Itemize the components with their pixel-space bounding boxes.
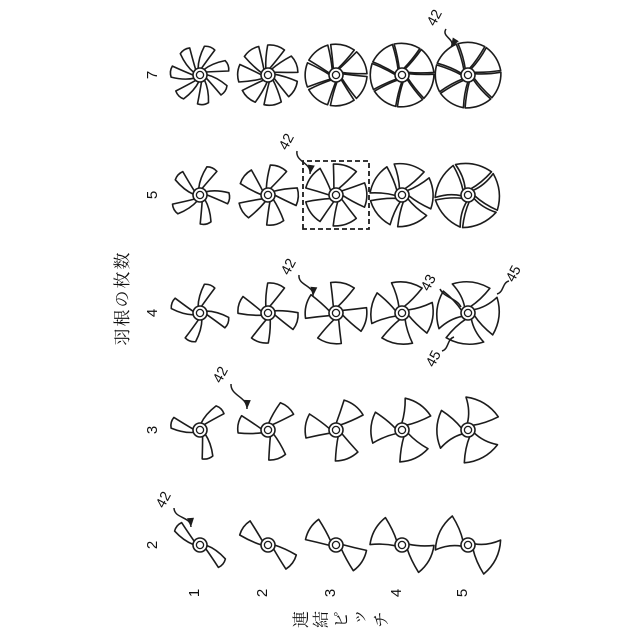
ref-label-45: 45	[423, 348, 445, 370]
impeller-bore	[196, 191, 203, 198]
impeller-blade	[269, 403, 294, 425]
impeller-bore	[464, 426, 471, 433]
impeller-blade	[238, 297, 262, 316]
impeller-bore	[398, 309, 405, 316]
impeller-blade	[202, 434, 213, 459]
impeller-blades3-pitch1	[171, 406, 224, 459]
impeller-blade	[305, 295, 330, 319]
pitch-label-3: 3	[322, 588, 339, 598]
impeller-bore	[264, 426, 271, 433]
blade-count-label-5: 5	[144, 190, 161, 200]
arrowhead	[244, 400, 251, 409]
impeller-blade	[342, 308, 367, 332]
impeller-blade	[206, 75, 227, 95]
impeller-blade	[371, 198, 401, 224]
leader-arrow-42	[299, 275, 313, 296]
impeller-blade	[331, 282, 355, 307]
ref-label-42: 42	[276, 131, 298, 153]
impeller-blades2-pitch3	[306, 519, 367, 570]
impeller-blade	[173, 199, 198, 214]
impeller-blades5-pitch3	[306, 164, 367, 226]
impeller-blade	[206, 191, 230, 204]
impeller-blade	[204, 61, 229, 72]
impeller-blade	[306, 199, 334, 222]
impeller-blade	[199, 167, 217, 189]
impeller-bore	[264, 71, 271, 78]
impeller-bore	[264, 541, 271, 548]
impeller-blade	[335, 433, 358, 461]
pitch-label-1: 1	[186, 588, 203, 598]
impeller-blades3-pitch4	[371, 398, 431, 462]
impeller-blades7-pitch3	[305, 44, 367, 106]
impeller-blade	[238, 416, 262, 434]
pitch-label-2: 2	[254, 588, 271, 598]
impeller-blades7-pitch1	[170, 46, 228, 104]
impeller-blades3-pitch2	[238, 403, 294, 460]
impeller-blade	[435, 198, 466, 227]
impeller-blade	[198, 284, 215, 307]
impeller-blades4-pitch1	[171, 284, 229, 342]
impeller-blade	[176, 80, 199, 99]
pitch-label-5: 5	[454, 588, 471, 598]
impeller-bore	[398, 71, 405, 78]
impeller-blade	[407, 544, 434, 572]
impeller-bore	[264, 191, 271, 198]
ref-label-42: 42	[278, 256, 300, 278]
blade-count-label-3: 3	[144, 425, 161, 435]
impeller-blade	[305, 414, 330, 438]
pitch-label-4: 4	[388, 588, 405, 598]
impeller-blade	[171, 298, 194, 315]
impeller-blade	[266, 165, 286, 189]
impeller-bore	[196, 71, 203, 78]
impeller-blade	[267, 199, 284, 225]
impeller-bore	[332, 309, 339, 316]
impeller-blade	[370, 518, 397, 546]
impeller-blade	[239, 199, 266, 218]
impeller-blades4-pitch2	[238, 283, 298, 343]
impeller-blade	[171, 417, 194, 432]
impeller-blade	[408, 303, 433, 334]
impeller-blade	[273, 188, 298, 206]
impeller-blade	[200, 199, 211, 224]
impeller-blades2-pitch1	[175, 523, 226, 568]
impeller-blades4-pitch5	[437, 282, 500, 345]
impeller-blade	[371, 293, 396, 324]
impeller-bore	[196, 309, 203, 316]
impeller-blade	[273, 545, 296, 569]
impeller-blades5-pitch1	[173, 167, 230, 225]
blade-count-axis-title: 羽根の枚数	[113, 250, 132, 346]
impeller-blades7-pitch2	[238, 45, 298, 105]
ref-label-42: 42	[210, 364, 232, 386]
impeller-blades3-pitch3	[305, 400, 363, 461]
impeller-blade	[466, 397, 498, 425]
impeller-bore	[464, 309, 471, 316]
impeller-bore	[196, 426, 203, 433]
impeller-blade	[274, 311, 298, 330]
impeller-bore	[264, 309, 271, 316]
impeller-blade	[370, 167, 397, 196]
impeller-blade	[206, 311, 229, 328]
impeller-blade	[437, 410, 463, 448]
impeller-blade	[180, 48, 196, 73]
impeller-bore	[398, 191, 405, 198]
impeller-blade	[269, 434, 286, 460]
impeller-blade	[185, 319, 202, 342]
impeller-blade	[336, 400, 363, 425]
impeller-blades2-pitch5	[435, 516, 500, 574]
impeller-blade	[371, 412, 397, 443]
impeller-blades5-pitch4	[370, 164, 433, 227]
impeller-bore	[398, 541, 405, 548]
impeller-blades5-pitch2	[239, 165, 298, 225]
impeller-blade	[402, 398, 431, 425]
impeller-blade	[333, 199, 356, 226]
impeller-blade	[306, 519, 331, 545]
blade-count-label-4: 4	[144, 308, 161, 318]
ref-label-42: 42	[424, 7, 446, 29]
impeller-blade	[198, 80, 209, 105]
impeller-bore	[196, 541, 203, 548]
arrowhead	[187, 518, 194, 527]
impeller-blade	[474, 297, 500, 335]
impeller-blades2-pitch2	[240, 521, 297, 569]
ref-label-43: 43	[418, 272, 440, 294]
impeller-blade	[201, 406, 224, 425]
ref-label-45: 45	[503, 263, 525, 285]
impeller-bore	[332, 541, 339, 548]
impeller-blade	[446, 319, 484, 345]
impeller-blade	[252, 319, 271, 343]
impeller-blades3-pitch5	[437, 397, 498, 463]
leader-arrow-42	[231, 384, 247, 409]
impeller-blade	[242, 80, 267, 102]
impeller-blades7-pitch5	[435, 42, 501, 108]
impeller-bore	[332, 71, 339, 78]
impeller-blade	[473, 540, 501, 574]
impeller-blade	[206, 545, 226, 567]
impeller-bore	[464, 541, 471, 548]
impeller-bore	[464, 191, 471, 198]
impeller-blades5-pitch5	[435, 163, 499, 227]
impeller-bore	[398, 426, 405, 433]
impeller-blade	[240, 170, 262, 195]
leader-arrow-42	[445, 29, 452, 47]
impeller-blade	[240, 521, 263, 545]
impeller-blades7-pitch4	[370, 43, 434, 107]
ref-label-42: 42	[153, 489, 175, 511]
impeller-blades2-pitch4	[370, 518, 434, 573]
blade-count-label-2: 2	[144, 540, 161, 550]
pitch-axis-title: 連結ピッチ	[292, 612, 392, 631]
impeller-blade	[333, 164, 356, 189]
impeller-blade	[266, 283, 285, 307]
impeller-blade	[435, 516, 463, 550]
impeller-bore	[332, 191, 339, 198]
impeller-blade	[318, 319, 342, 344]
impeller-blade	[175, 172, 194, 195]
blade-count-label-7: 7	[144, 70, 161, 80]
impeller-blade	[341, 545, 366, 571]
impeller-bore	[332, 426, 339, 433]
impeller-bore	[464, 71, 471, 78]
impeller-blade	[382, 319, 413, 344]
